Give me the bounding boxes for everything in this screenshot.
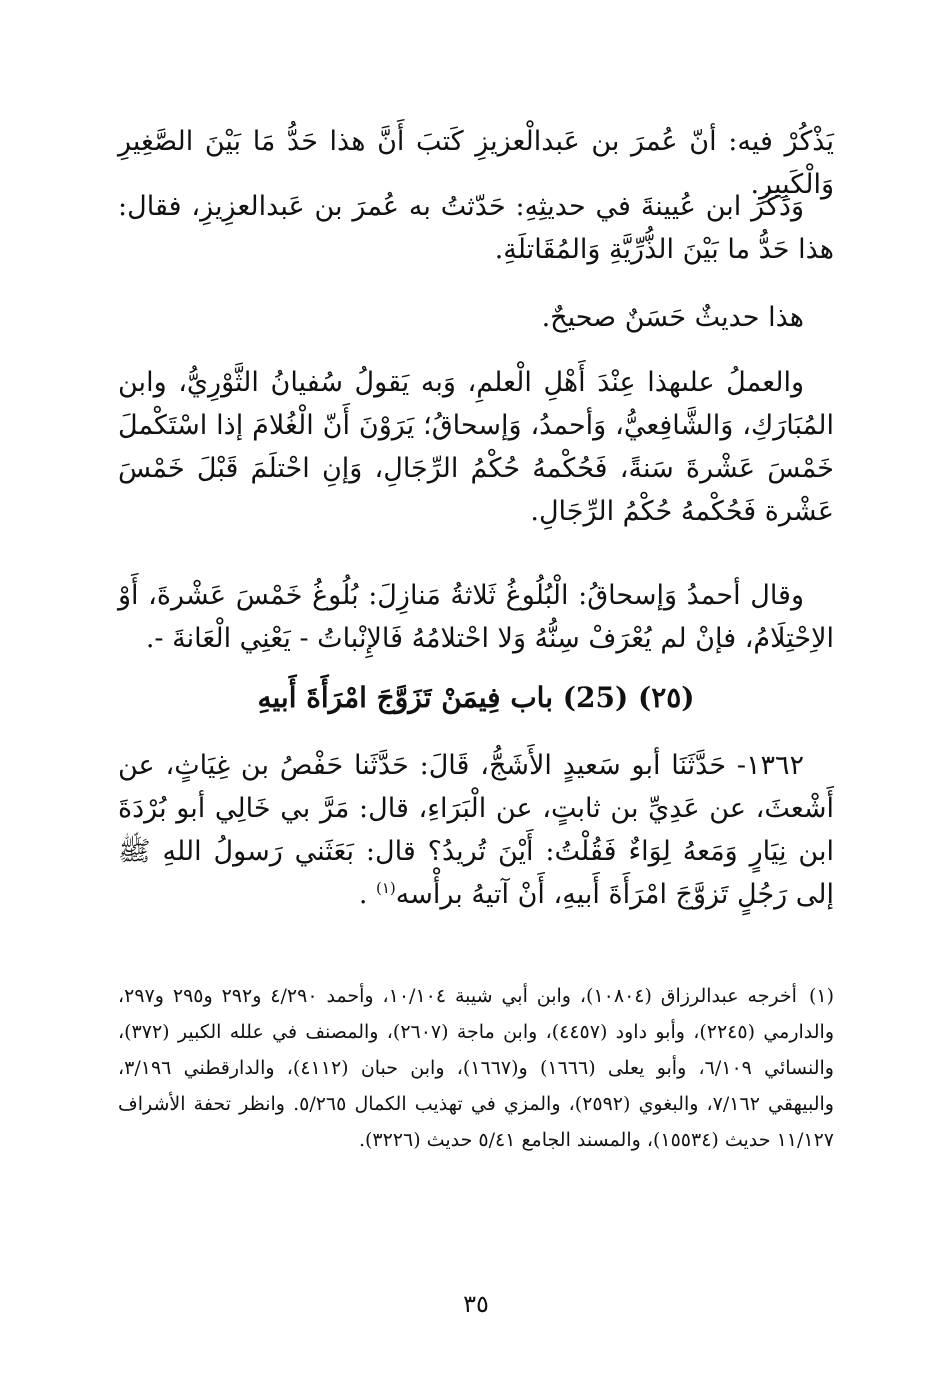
footnotes-section [118,978,834,1158]
paragraph-1: يَذْكُرْ فيه: أنّ عُمرَ بن عَبدالْعزيزِ كَتبَ أَنَّ هذا حَدُّ مَا بَيْنَ الصَّغِيرِ وَالْكَبِيرِ. [118,126,834,200]
paragraph-5-text: وقال أحمدُ وَإسحاقُ: الْبُلُوغُ ثَلاثةُ مَنازِلَ: بُلُوغُ خَمْسَ عَشْرةَ، أَوْ الاِحْتِلَامُ، فإنْ لم يُعْرَفْ سِنُّهُ وَلا احْتلامُهُ فَالإِنْباتُ - يَعْنِي الْعَانةَ -. [118,580,834,654]
footnote-marker: (١) [808,985,835,1007]
footnote-text: أخرجه عبدالرزاق (١٠٨٠٤)، وابن أبي شيبة ١٠/١٠٤، وأحمد ٤/٢٩٠ و٢٩٢ و٢٩٥ و٢٩٧، والدارمي (٢٢٤٥)، وأبو داود (٤٤٥٧)، وابن ماجة (٢٦٠٧)، والمصنف في علله الكبير (٣٧٢)، والنسائي ٦/١٠٩، وأبو يعلى (١٦٦٦) و(١٦٦٧)، وابن حبان (٤١١٢)، والدارقطني ٣/١٩٦، والبيهقي ٧/١٦٢، والبغوي (٢٥٩٢)، والمزي في تهذيب الكمال ٥/٢٦٥. وانظر تحفة الأشراف ١١/١٢٧ حديث (١٥٥٣٤)، والمسند الجامع ٥/٤١ حديث (٣٢٢٦). [118,985,834,1151]
hadith-end: . [358,879,376,910]
paragraph-3-text: هذا حديثٌ حَسَنٌ صحيحٌ. [541,302,804,333]
paragraph-5 [118,574,834,660]
paragraph-3 [118,296,834,339]
paragraph-2 [118,185,834,271]
footnote-reference[interactable]: (١) [376,879,396,897]
hadith-text: ١٣٦٢- حَدَّثَنَا أبو سَعيدٍ الأَشَجُّ، قَالَ: حَدَّثَنا حَفْصُ بن غِيَاثٍ، عن أَشْعثَ، عن عَدِيِّ بن ثابتٍ، عن الْبَرَاءِ، قال: مَرَّ بي خَالِي أبو بُرْدَةَ ابن نِيَارٍ وَمَعهُ لِوَاءٌ فَقُلْتُ: أَيْنَ تُريدُ؟ قال: بَعَثَني رَسولُ اللهِ ﷺ إلى رَجُلٍ تَزوَّجَ امْرَأَةَ أَبيهِ، أَنْ آتيهُ برأْسه [118,750,834,910]
paragraph-4-text: والعملُ علىهذا عِنْدَ أَهْلِ الْعلمِ، وَبه يَقولُ سُفيانُ الثَّوْرِيُّ، وابن المُبَارَكِ، وَالشَّافِعيُّ، وَأحمدُ، وَإسحاقُ؛ يَرَوْنَ أَنّ الْغُلامَ إذا اسْتَكْملَ خَمْسَ عَشْرةَ سَنةً، فَحُكْمهُ حُكْمُ الرِّجَالِ، وَإنِ احْتلَمَ قَبْلَ خَمْسَ عَشْرة فَحُكْمهُ حُكْمُ الرِّجَالِ. [118,367,834,527]
chapter-heading: (٢٥) (25) باب فِيمَنْ تَزَوَّجَ امْرَأَةَ أَبيهِ [257,681,695,714]
hadith-paragraph [118,744,834,916]
page-number: ٣٥ [463,1290,489,1318]
paragraph-2-text: وَذَكَرَ ابن عُيينةَ في حديثِهِ: حَدّثتُ به عُمرَ بن عَبدالعزِيزِ، فقال: هذا حَدُّ ما بَيْنَ الذُّرِّيَّةِ وَالمُقَاتلَةِ. [118,191,834,265]
paragraph-4 [118,361,834,533]
